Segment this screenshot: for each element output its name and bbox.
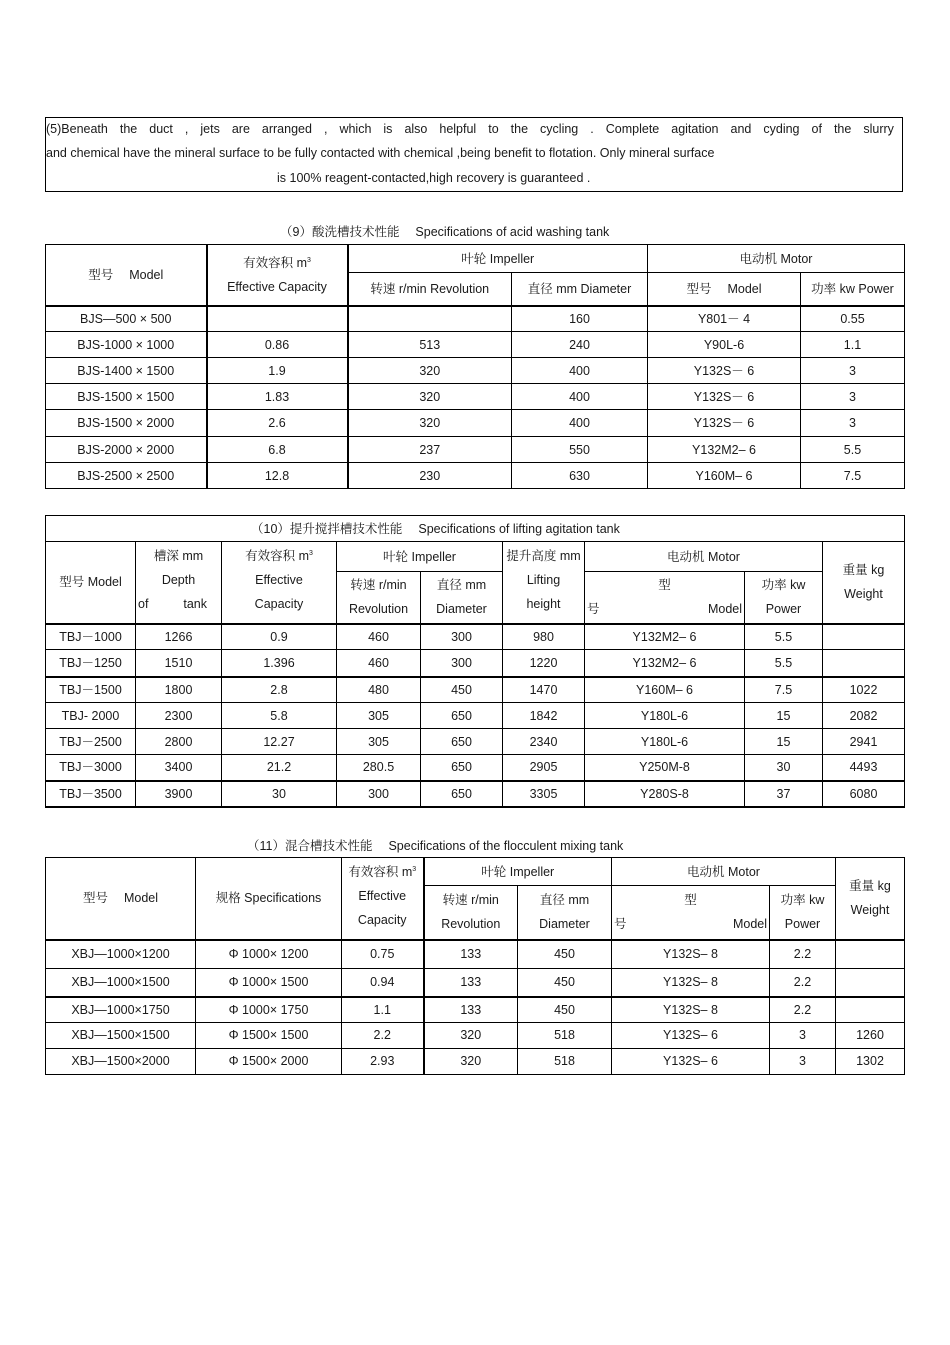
t11-header-power: 功率 kw Power (770, 886, 836, 940)
t11-header-impeller: 叶轮 Impeller (424, 858, 612, 886)
table9-caption: （9）酸洗槽技术性能 Specifications of acid washing tank (280, 225, 610, 239)
intro-line-1: (5)Beneath the duct , jets are arranged , which is also helpful to the cycling . Complete agitation and cyding of the slurry (46, 122, 894, 136)
t9-header-model: 型号 Model (46, 245, 207, 306)
t10-header-revolution: 转速 r/min Revolution (337, 572, 421, 624)
table9 (45, 244, 905, 489)
t9-header-motor-model: 型号 Model (648, 273, 801, 306)
t10-header-power: 功率 kw Power (745, 572, 823, 624)
table-row: BJS-1400 × 1500 1.9 320 400 Y132S－ 6 3 (46, 358, 905, 384)
t10-header-motor-model: 型 号 Model (585, 572, 745, 624)
t11-header-motor-model: 型 号 Model (612, 886, 770, 940)
table10 (45, 515, 905, 808)
t9-header-motor: 电动机 Motor (648, 245, 905, 273)
t11-header-revolution: 转速 r/min Revolution (424, 886, 518, 940)
t10-header-model: 型号 Model (46, 542, 136, 624)
table11-caption: （11）混合槽技术性能 Specifications of the flocculent mixing tank (247, 839, 624, 853)
table-row: TBJ－3500 3900 30 300 650 3305 Y280S-8 37 6080 (46, 781, 905, 807)
t11-header-weight: 重量 kg Weight (836, 858, 905, 940)
t10-header-depth: 槽深 mm Depth of tank (136, 542, 222, 624)
table-row: XBJ—1000×1200 Φ 1000× 1200 0.75 133 450 Y132S– 8 2.2 (46, 940, 905, 969)
table10-caption: （10）提升搅拌槽技术性能 Specifications of lifting agitation tank (46, 516, 905, 542)
table-row: TBJ－1500 1800 2.8 480 450 1470 Y160M– 6 7.5 1022 (46, 677, 905, 703)
t11-header-capacity: 有效容积 $m^3$ Effective Capacity (342, 858, 424, 940)
table11 (45, 857, 905, 1075)
t9-header-power: 功率 kw Power (801, 273, 905, 306)
t11-header-motor: 电动机 Motor (612, 858, 836, 886)
table-row: XBJ—1000×1750 Φ 1000× 1750 1.1 133 450 Y132S– 8 2.2 (46, 997, 905, 1023)
table-row: XBJ—1000×1500 Φ 1000× 1500 0.94 133 450 Y132S– 8 2.2 (46, 969, 905, 997)
table-row: TBJ－3000 3400 21.2 280.5 650 2905 Y250M-8 30 4493 (46, 755, 905, 781)
table-row: BJS-1500 × 1500 1.83 320 400 Y132S－ 6 3 (46, 384, 905, 410)
table-row: BJS-1500 × 2000 2.6 320 400 Y132S－ 6 3 (46, 410, 905, 437)
table-row: TBJ－1250 1510 1.396 460 300 1220 Y132M2– 6 5.5 (46, 650, 905, 677)
t10-header-weight: 重量 kg Weight (823, 542, 905, 624)
t10-header-impeller: 叶轮 Impeller (337, 542, 503, 572)
t10-header-lift: 提升高度 mm Lifting height (503, 542, 585, 624)
table-row: BJS-2500 × 2500 12.8 230 630 Y160M– 6 7.5 (46, 463, 905, 489)
table-row: TBJ- 2000 2300 5.8 305 650 1842 Y180L-6 15 2082 (46, 703, 905, 729)
t10-header-diameter: 直径 mm Diameter (421, 572, 503, 624)
t11-header-spec: 规格 Specifications (196, 858, 342, 940)
table-row: TBJ－1000 1266 0.9 460 300 980 Y132M2– 6 5.5 (46, 624, 905, 650)
intro-line-2: and chemical have the mineral surface to be fully contacted with chemical ,being benefit to flotation. Only mineral surface (46, 146, 715, 160)
t9-header-revolution: 转速 r/min Revolution (348, 273, 512, 306)
intro-box (45, 117, 903, 192)
t10-header-motor: 电动机 Motor (585, 542, 823, 572)
table-row: XBJ—1500×1500 Φ 1500× 1500 2.2 320 518 Y132S– 6 3 1260 (46, 1022, 905, 1048)
table-row: BJS—500 × 500 160 Y801－ 4 0.55 (46, 306, 905, 332)
t10-header-capacity: 有效容积 $m^3$ Effective Capacity (222, 542, 337, 624)
t9-header-diameter: 直径 mm Diameter (512, 273, 648, 306)
t11-header-diameter: 直径 mm Diameter (518, 886, 612, 940)
table-row: BJS-1000 × 1000 0.86 513 240 Y90L-6 1.1 (46, 332, 905, 358)
t11-header-model: 型号 Model (46, 858, 196, 940)
table-row: XBJ—1500×2000 Φ 1500× 2000 2.93 320 518 Y132S– 6 3 1302 (46, 1048, 905, 1074)
intro-line-3: is 100% reagent-contacted,high recovery is guaranteed . (277, 171, 591, 185)
table-row: TBJ－2500 2800 12.27 305 650 2340 Y180L-6 15 2941 (46, 729, 905, 755)
t9-header-capacity: 有效容积 $m^3$ Effective Capacity (207, 245, 348, 306)
t9-header-impeller: 叶轮 Impeller (348, 245, 648, 273)
table-row: BJS-2000 × 2000 6.8 237 550 Y132M2– 6 5.5 (46, 437, 905, 463)
